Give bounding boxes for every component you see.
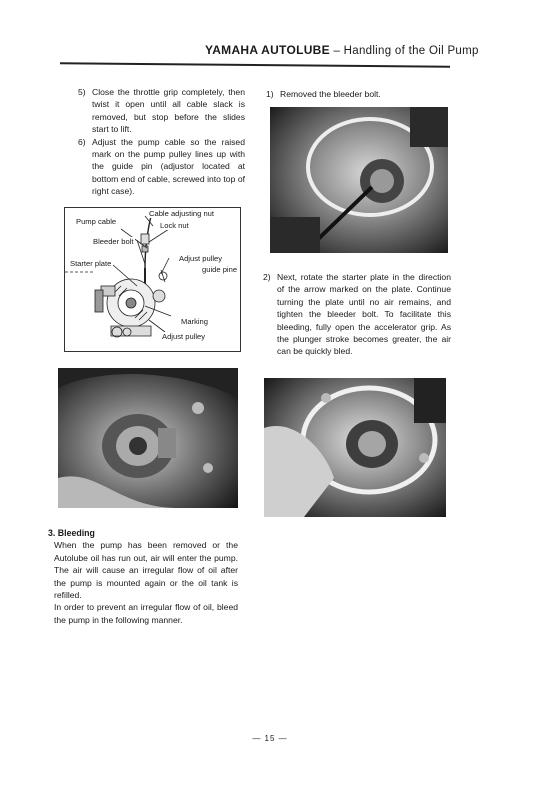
header-brand: YAMAHA AUTOLUBE	[205, 43, 330, 57]
step-number: 5)	[78, 87, 86, 97]
page-number: — 15 —	[252, 734, 288, 743]
step-5	[78, 86, 245, 136]
bleeding-paragraph-1: When the pump has been removed or the Autolube oil has run out, air will enter the pump. The air will cause an irregular flow of oil after the pump is mounted again or the oil tank is refilled.	[54, 540, 238, 601]
pump-diagram-drawing	[65, 208, 240, 351]
photo-bleeder-bolt-image	[270, 107, 448, 253]
bleeding-paragraph-2: In order to prevent an irregular flow of oil, bleed the pump in the following manner.	[54, 602, 238, 625]
label-adjust-pulley-guide-2: guide pine	[202, 265, 238, 274]
right-step-2	[263, 271, 451, 358]
label-lock-nut: Lock nut	[160, 221, 189, 230]
right-step-1	[266, 88, 452, 100]
label-marking: Marking	[181, 317, 209, 326]
bleeding-heading: 3. Bleeding	[48, 528, 95, 538]
label-cable-adjusting-nut: Cable adjusting nut	[149, 209, 215, 218]
page-header	[205, 43, 479, 57]
photo-pump-left-image	[58, 368, 238, 508]
step-number: 1)	[266, 89, 274, 99]
step-text: Next, rotate the starter plate in the direction of the arrow marked on the plate. Continue turning the plate until no air remains, and tighten the bleeder bolt. To facilitate this bleeding, fully open the accelerator grip. As the plunger stroke becomes greater, the air can be quickly bled.	[277, 272, 451, 357]
step-number: 6)	[78, 136, 86, 147]
photo-pump-right-image	[264, 378, 446, 517]
step-text: Removed the bleeder bolt.	[280, 89, 381, 99]
bleeding-section	[48, 527, 238, 626]
photo-pump-right	[264, 378, 446, 517]
header-rule	[60, 62, 450, 67]
step-text: Close the throttle grip completely, then twist it open until all cable slack is removed, but stop before the slides start to lift.	[92, 87, 245, 135]
step-6	[78, 136, 245, 198]
label-adjust-pulley-guide-1: Adjust pulley	[179, 254, 223, 263]
label-adjust-pulley: Adjust pulley	[162, 332, 206, 341]
label-pump-cable: Pump cable	[76, 217, 117, 226]
photo-bleeder-bolt	[270, 107, 448, 253]
step-text: Adjust the pump cable so the raised mark on the pump pulley lines up with the guide pin (adjustor located at bottom end of cable, screwed into top of right case).	[92, 136, 245, 197]
header-subtitle: – Handling of the Oil Pump	[329, 45, 479, 57]
pump-diagram	[64, 207, 241, 352]
step-number: 2)	[263, 272, 271, 282]
left-steps	[78, 86, 245, 198]
label-starter-plate: Starter plate	[70, 259, 112, 268]
label-bleeder-bolt: Bleeder bolt	[93, 237, 134, 246]
photo-pump-left	[58, 368, 238, 508]
